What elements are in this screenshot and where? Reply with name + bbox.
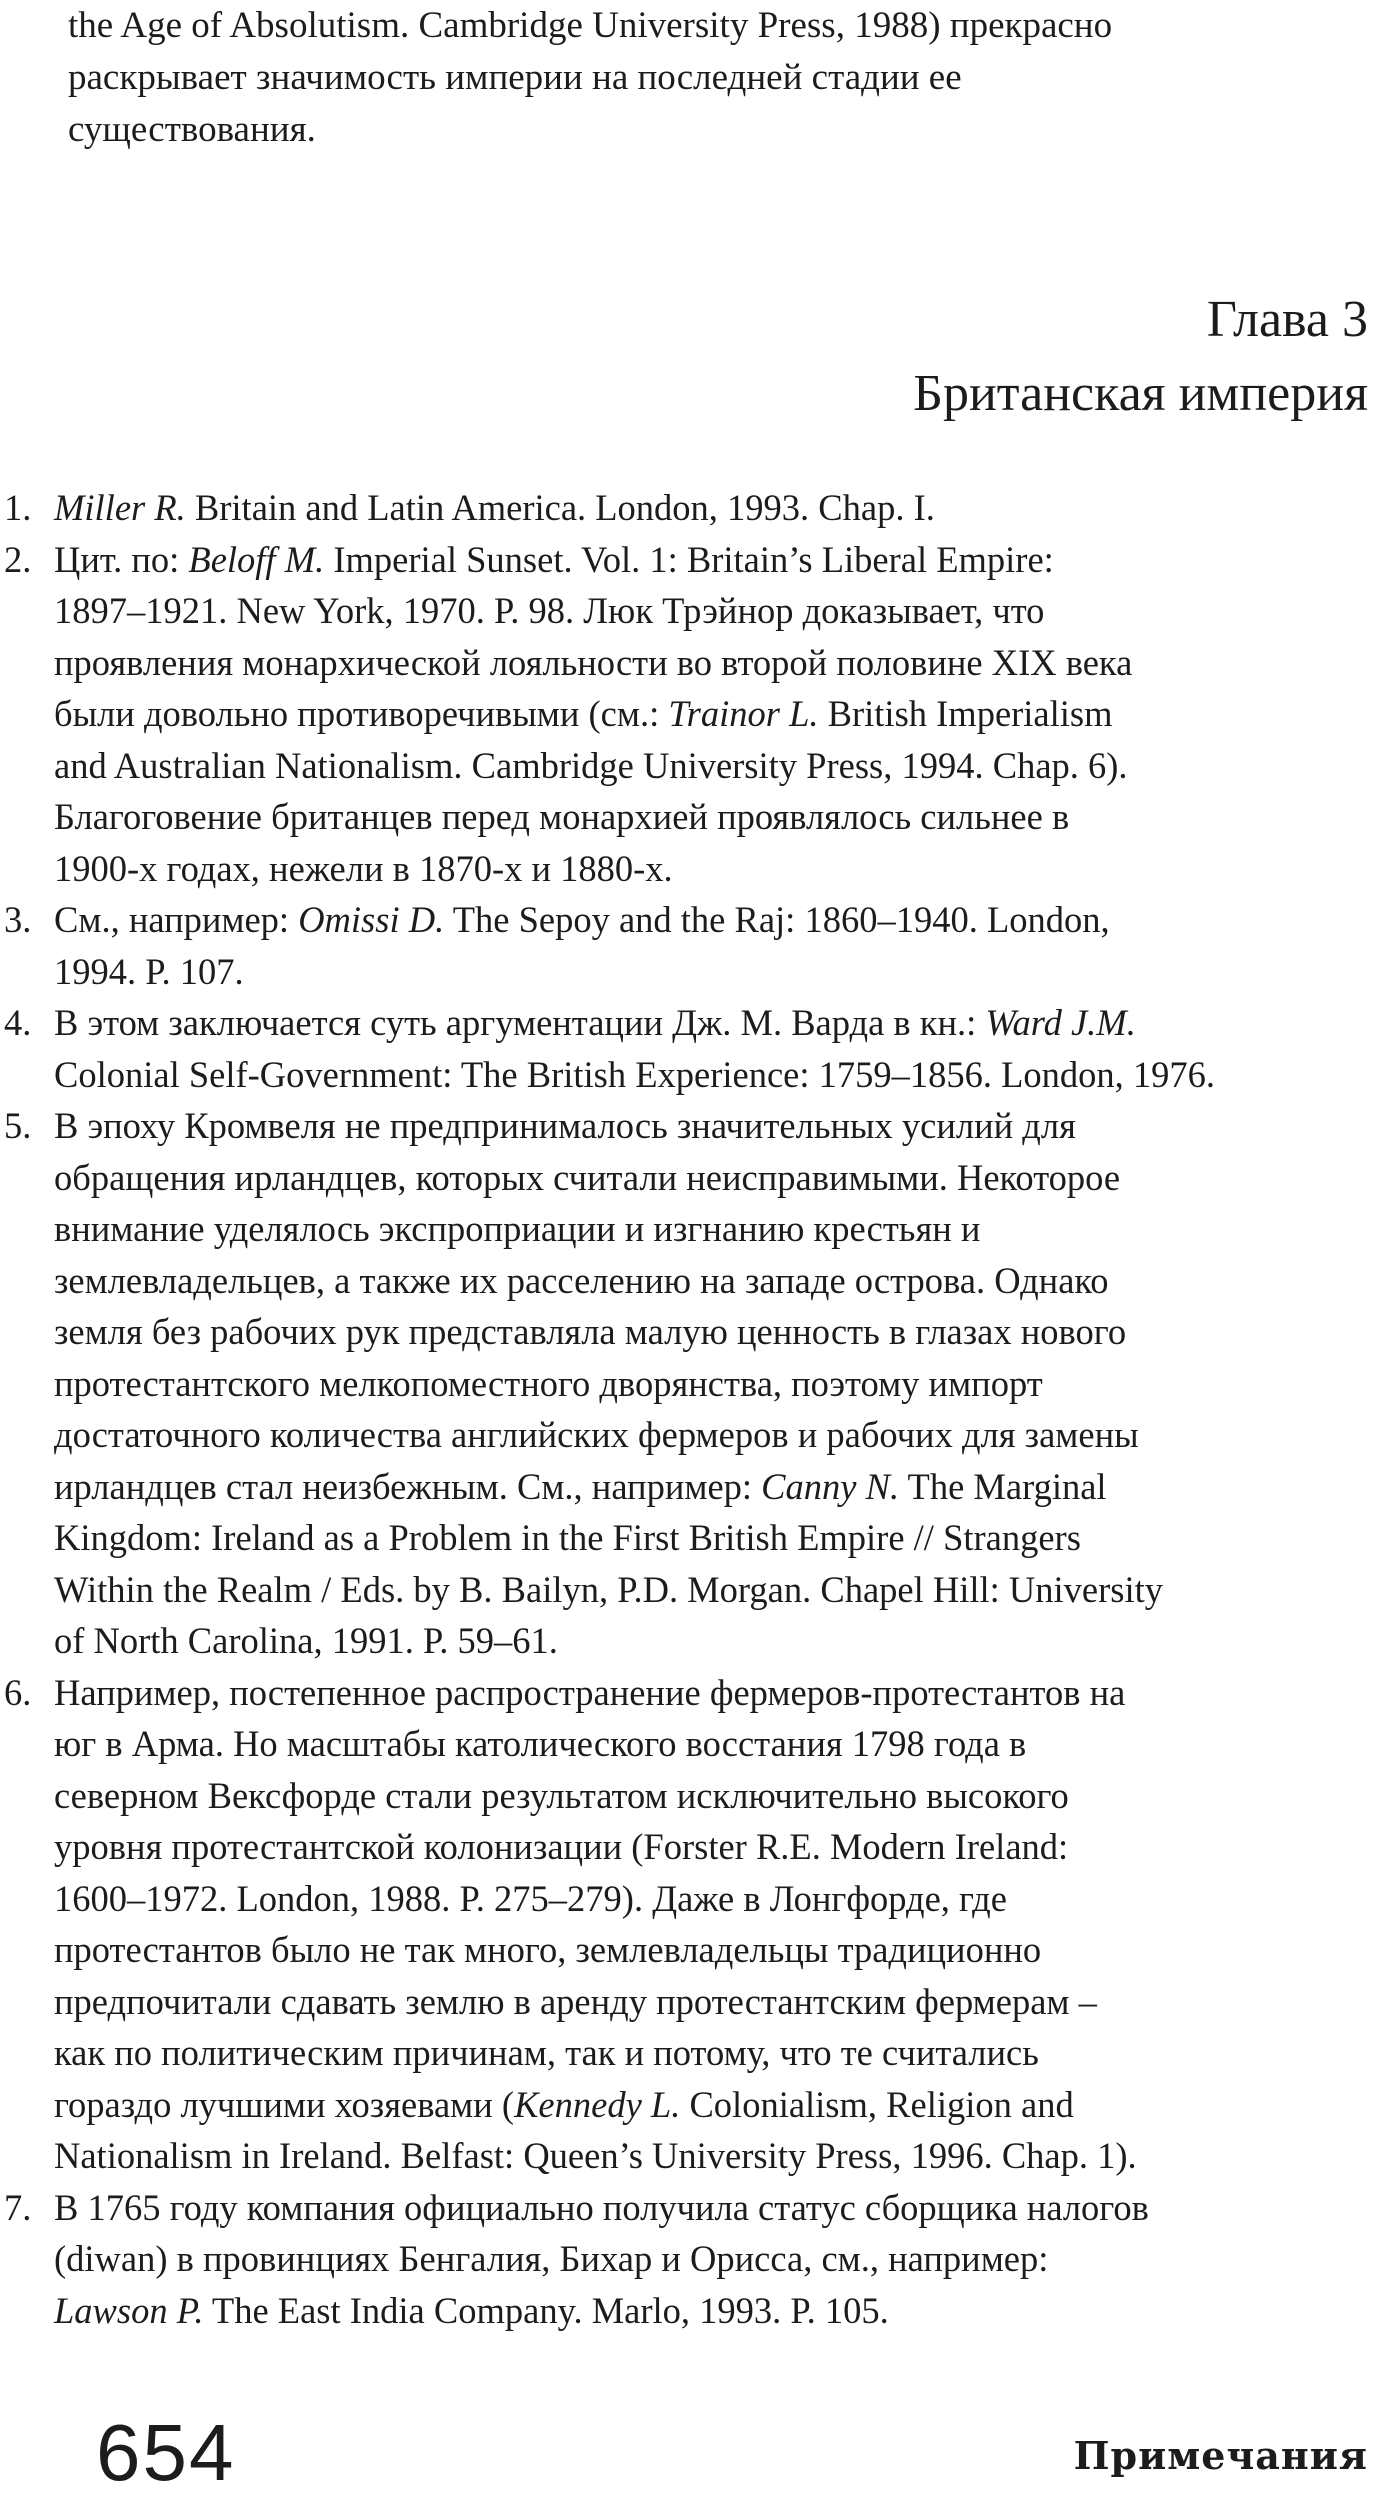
carryover-line: существования. [68,109,316,150]
endnote-text: проявления монархической лояльности во второй половине XIX века [54,641,1133,683]
endnote-text: обращения ирландцев, которых считали неисправимыми. Некоторое [54,1156,1121,1198]
endnote-text: 1600–1972. London, 1988. P. 275–279). Даже в Лонгфорде, где [54,1877,1007,1919]
endnote-line [54,2027,1370,2079]
endnote-text: землевладельцев, а также их расселению на западе острова. Однако [54,1259,1109,1301]
endnote-text: Colonial Self-Government: The British Experience: 1759–1856. London, 1976. [54,1053,1216,1095]
endnote-line [54,1512,1370,1564]
endnote-number: 6. [4,1671,32,1713]
endnote-text: The Marginal [899,1465,1107,1507]
endnote-text: гораздо лучшими хозяевами ( [54,2083,515,2125]
endnote-line [54,1976,1370,2028]
endnote-text: Благоговение британцев перед монархией проявлялось сильнее в [54,796,1070,837]
carryover-paragraph [68,0,1368,156]
endnote-item [0,894,1370,997]
endnote-item [0,1667,1370,2182]
endnote-number: 1. [4,487,32,528]
endnote-line [54,894,1370,946]
endnote-text: and Australian Nationalism. Cambridge University Press, 1994. Chap. 6). [54,744,1128,786]
endnote-line [54,1667,1370,1719]
endnote-line [54,1152,1370,1204]
carryover-line: the Age of Absolutism. Cambridge University Press, 1988) прекрасно [68,5,1113,46]
author-name: Canny N. [761,1465,900,1507]
endnote-text: Within the Realm / Eds. by B. Bailyn, P.D. Morgan. Chapel Hill: University [54,1568,1164,1610]
endnote-line [54,1100,1370,1152]
endnote-line [54,1049,1370,1101]
endnote-line [54,946,1370,998]
endnote-line [54,1255,1370,1307]
endnote-item [0,1100,1370,1667]
endnote-line [54,534,1370,586]
author-name: Lawson P. [54,2289,204,2331]
chapter-heading [913,283,1368,431]
endnote-text: Britain and Latin America. London, 1993. Chap. I. [185,487,935,528]
endnote-line [54,791,1370,843]
endnote-line [54,2130,1370,2182]
endnote-line [54,2182,1370,2234]
endnote-text: (diwan) в провинциях Бенгалия, Бихар и Орисса, см., например: [54,2238,1049,2279]
endnote-line [54,1873,1370,1925]
endnote-text: of North Carolina, 1991. P. 59–61. [54,1620,558,1661]
endnote-line [54,843,1370,895]
endnote-text: ирландцев стал неизбежным. См., например: [54,1465,762,1507]
endnote-line [54,2233,1370,2285]
page-number: 654 [96,2408,236,2497]
author-name: Omissi D. [298,899,445,940]
endnote-item [0,997,1370,1100]
endnote-text: уровня протестантской колонизации (Forster R.E. Modern Ireland: [54,1826,1069,1867]
endnote-line [54,688,1370,740]
endnote-line [54,2285,1370,2337]
endnote-line [54,1770,1370,1822]
endnote-text: северном Вексфорде стали результатом исключительно высокого [54,1774,1069,1816]
endnote-text: как по политическим причинам, так и потому, что те считались [54,2032,1039,2073]
endnote-text: The East India Company. Marlo, 1993. P. 105. [203,2289,889,2331]
endnote-item [0,482,1370,534]
endnote-line [54,1306,1370,1358]
endnote-text: 1900-х годах, нежели в 1870-х и 1880-х. [54,847,673,889]
endnote-line [54,1924,1370,1976]
endnote-text: Цит. по: [54,538,189,580]
endnote-text: протестантов было не так много, землевладельцы традиционно [54,1929,1042,1970]
endnote-text: внимание уделялось экспроприации и изгнанию крестьян и [54,1208,981,1249]
endnote-line [54,997,1370,1049]
endnote-line [54,2079,1370,2131]
endnote-number: 2. [4,538,32,580]
endnote-text: земля без рабочих рук представляла малую ценность в глазах нового [54,1311,1127,1352]
section-title: Примечания [1073,2433,1368,2478]
endnote-line [54,1615,1370,1667]
carryover-line: раскрывает значимость империи на последней стадии ее [68,57,962,98]
endnote-number: 7. [4,2186,32,2228]
endnote-line [54,482,1370,534]
endnote-line [54,585,1370,637]
endnote-line [54,740,1370,792]
endnote-line [54,1461,1370,1513]
endnote-text: 1897–1921. New York, 1970. P. 98. Люк Трэйнор доказывает, что [54,590,1045,631]
endnote-text: См., например: [54,899,299,940]
endnote-text: The Sepoy and the Raj: 1860–1940. London, [444,899,1110,940]
endnote-text: Nationalism in Ireland. Belfast: Queen’s University Press, 1996. Chap. 1). [54,2135,1137,2176]
endnote-number: 5. [4,1105,32,1146]
endnote-text: Например, постепенное распространение фермеров-протестантов на [54,1671,1126,1713]
endnote-line [54,1821,1370,1873]
endnote-text: Kingdom: Ireland as a Problem in the First British Empire // Strangers [54,1517,1081,1558]
endnote-text: юг в Арма. Но масштабы католического восстания 1798 года в [54,1723,1027,1764]
endnote-number: 3. [4,899,32,940]
author-name: Miller R. [54,487,186,528]
endnote-line [54,1409,1370,1461]
chapter-number: Глава 3 [1206,291,1368,348]
author-name: Ward J.M. [985,1002,1136,1043]
endnote-text: Imperial Sunset. Vol. 1: Britain’s Liberal Empire: [324,538,1054,580]
endnote-line [54,1358,1370,1410]
endnote-line [54,1564,1370,1616]
endnote-text: протестантского мелкопоместного дворянства, поэтому импорт [54,1362,1043,1404]
author-name: Trainor L. [668,693,819,734]
endnote-text: В этом заключается суть аргументации Дж. М. Варда в кн.: [54,1002,986,1043]
endnote-text: были довольно противоречивыми (см.: [54,693,669,734]
endnote-text: предпочитали сдавать землю в аренду протестантским фермерам – [54,1980,1097,2022]
endnote-text: Colonialism, Religion and [680,2083,1074,2125]
endnote-text: достаточного количества английских фермеров и рабочих для замены [54,1414,1139,1455]
page-footer [0,2408,1398,2504]
endnote-line [54,1203,1370,1255]
endnote-text: В эпоху Кромвеля не предпринималось значительных усилий для [54,1105,1076,1146]
author-name: Beloff M. [188,538,325,580]
endnote-text: British Imperialism [818,693,1113,734]
endnote-line [54,637,1370,689]
endnote-number: 4. [4,1002,32,1043]
endnote-text: В 1765 году компания официально получила статус сборщика налогов [54,2186,1149,2228]
endnote-line [54,1718,1370,1770]
endnote-text: 1994. P. 107. [54,950,244,992]
endnote-item [0,2182,1370,2337]
chapter-title: Британская империя [913,365,1368,422]
endnote-item [0,534,1370,895]
endnotes-list [0,482,1370,2336]
author-name: Kennedy L. [514,2083,681,2125]
